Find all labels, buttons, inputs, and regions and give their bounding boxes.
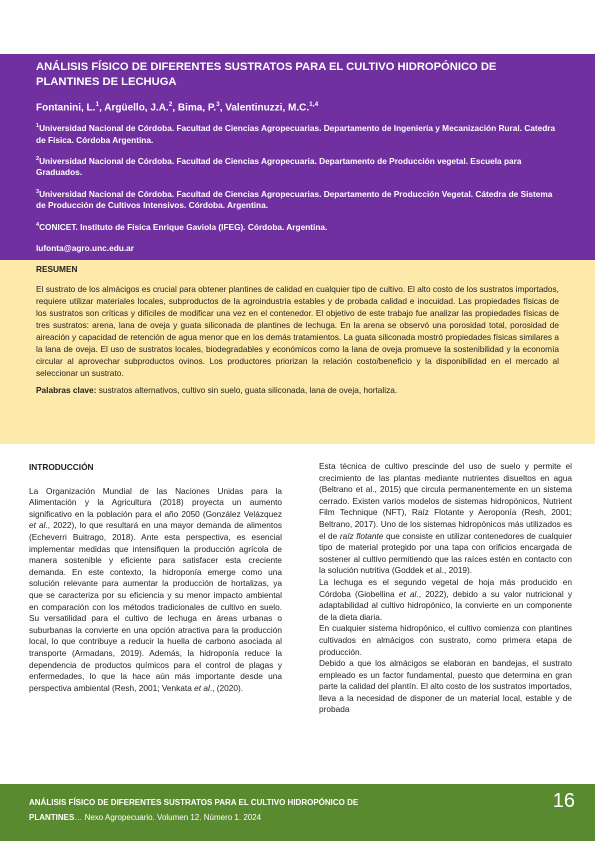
affiliation [36,220,559,233]
italic-text: et al [194,682,210,693]
body-paragraph [319,461,572,577]
body-paragraph: En cualquier sistema hidropónico, el cultivo comienza con plantines cultivados en almácigos con sustrato, como primera etapa de producción. [319,623,572,657]
affiliation-number: 2 [36,156,40,163]
paragraph-text: ., 2022), debido a su valor nutricional y adaptabilidad al cultivo hidropónico, la convierte en un componente de la dieta diaria. [319,588,573,622]
affiliation-text: Universidad Nacional de Córdoba. Facultad de Ciencias Agropecuarias. Departamento de Producción Vegetal. Cátedra de Sistema de Producción de Cultivos Intensivos. Córdoba. Argentina. [36,188,553,211]
keywords [36,385,559,395]
abstract-text: El sustrato de los almácigos es crucial para obtener plantines de calidad en cualquier tipo de cultivo. El alto costo de los sustratos importados, requiere utilizar materiales locales, subproductos de la agroindustria estables y de probada calidad e inocuidad. Las propiedades físicas de los sustratos son críticas y difíciles de modificar una vez en el contenedor. El objetivo de este trabajo fue analizar las propiedades físicas de tres sustratos: arena, lana de oveja y guata siliconada de plantines de lechuga. En la arena se observó una porosidad total, porosidad de aireación y capacidad de retención de agua menor que en los demás tratamientos. La guata siliconada mostró propiedades físicas similares a la lana de oveja. El uso de sustratos locales, biodegradables y económicos como la lana de oveja promueve la sostenibilidad y la economía circular al aprovechar subproductos ovinos. Los productores priorizan la relación costo/beneficio y la disponibilidad en el mercado al seleccionar un sustrato. [36,284,559,378]
author-affiliation-mark: 1,4 [309,101,319,108]
paragraph-text: ., (2020). [209,682,244,693]
affiliation-text: CONICET. Instituto de Física Enrique Gaviola (IFEG). Córdoba. Argentina. [39,221,328,232]
abstract-block [0,260,595,444]
keywords-list: sustratos alternativos, cultivo sin suelo, guata siliconada, lana de oveja, hortaliza. [98,385,398,395]
keywords-label: Palabras clave: [36,385,97,395]
affiliation [36,154,559,179]
author-name: Fontanini, L. [36,102,96,114]
author-name: Valentinuzzi, M.C. [225,102,310,114]
paragraph-text: que consiste en utilizar contenedores de cualquier tipo de material protegido por una tapa con orificios encargada de sostener al cultivo permitiendo que las raíces estén en contacto con la solución nutritiva (Goddek et al., 2019). [319,530,572,576]
body-paragraph [29,486,282,695]
contact-email[interactable]: lufonta@agro.unc.edu.ar [36,242,134,253]
affiliation-number: 3 [36,188,40,195]
affiliation [36,121,559,146]
paragraph-text: La Organización Mundial de las Naciones Unidas para la Alimentación y la Agricultura (2018) proyecta un aumento significativo en la población para el año 2050 (González Velázquez [29,485,282,519]
footer-title-line: PLANTINES [29,813,75,822]
author-affiliation-mark: 1 [95,101,100,108]
body-paragraph [319,577,572,623]
article-title: ANÁLISIS FÍSICO DE DIFERENTES SUSTRATOS PARA EL CULTIVO HIDROPÓNICO DE PLANTINES DE LECHUGA [36,61,497,88]
page-footer [0,784,595,841]
italic-text: et al [29,520,46,531]
abstract-heading: RESUMEN [36,264,78,274]
author-affiliation-mark: 3 [216,101,220,108]
left-column [29,462,282,694]
affiliation-text: Universidad Nacional de Córdoba. Facultad de Ciencias Agropecuarias. Departamento de Ingeniería y Mecanización Rural. Catedra de Física. Córdoba Argentina. [36,123,556,145]
affiliation-text: Universidad Nacional de Córdoba. Facultad de Ciencias Agropecuaria. Departamento de Producción vegetal. Escuela para Graduados. [36,155,522,178]
author-name: Bima, P. [177,102,217,114]
section-title: INTRODUCCIÓN [29,462,94,472]
footer-title-line: ANÁLISIS FÍSICO DE DIFERENTES SUSTRATOS PARA EL CULTIVO HIDROPÓNICO DE [29,798,359,807]
italic-text: et al [398,588,417,599]
author-affiliation-mark: 2 [168,101,173,108]
footer-journal: … Nexo Agropecuario. Volumen 12. Número 1. 2024 [74,813,262,822]
affiliation [36,187,559,212]
author-list: Fontanini, L.$^1$, Argüello, J.A.$^2$, Bima, P.$^3$, Valentinuzzi, M.C.$^{1,4}$ [36,101,319,114]
paragraph-text: Esta técnica de cultivo prescinde del uso de suelo y permite el crecimiento de las plantas mediante nutrientes disueltos en agua (Beltrano et al., 2015) que circula permanentemente en un sistema cerrado. Existen varios modelos de sistemas hidropónicos, Nutrient Film Technique (NFT), Raíz Flotante y Aeroponía (Resh, 2001; Beltrano, 2017). Uno de los sistemas hidropónicos más utilizados es el de [319,461,572,541]
footer-running-title [29,795,469,825]
page-number: 16 [552,790,575,812]
body-paragraph: Debido a que los almácigos se elaboran en bandejas, el sustrato empleado es un factor fundamental, puesto que determina en gran parte la calidad del plantín. El alto costo de los sustratos importados, lleva a la necesidad de disponer de un material local, estable y de probada [319,658,572,715]
title-block [0,54,595,260]
italic-text: raíz flotante [339,530,384,541]
paragraph-text: La lechuga es el segundo vegetal de hoja más producido en Córdoba (Giobellina [319,576,572,599]
affiliation-number: 4 [36,221,40,228]
paragraph-text: ., 2022), lo que resultará en una mayor demanda de alimentos (Echeverri Buitrago, 2018). Ante esta perspectiva, es esencial implementar medidas que intensifiquen la producción agrícola de manera sostenible y eficiente para satisfacer esta creciente demanda. En este contexto, la hidroponía emerge como una solución relevante para aumentar la producción de hortalizas, ya que se caracteriza por su eficiencia y su menor impacto ambiental en comparación con los métodos tradicionales de cultivo en suelo. Su versatilidad para el cultivo de lechuga en áreas urbanas o suburbanas la convierte en una opción atractiva para la producción local, lo que contribuye a reducir la huella de carbono asociada al transporte (Armadans, 2019). Además, la hidroponía reduce la dependencia de productos químicos para el control de plagas y enfermedades, lo que la hace aún más importante desde una perspectiva ambiental (Resh, 2001; Venkata [29,520,282,693]
affiliation-number: 1 [36,123,40,130]
right-column [319,461,572,716]
author-name: Argüello, J.A. [104,102,169,114]
